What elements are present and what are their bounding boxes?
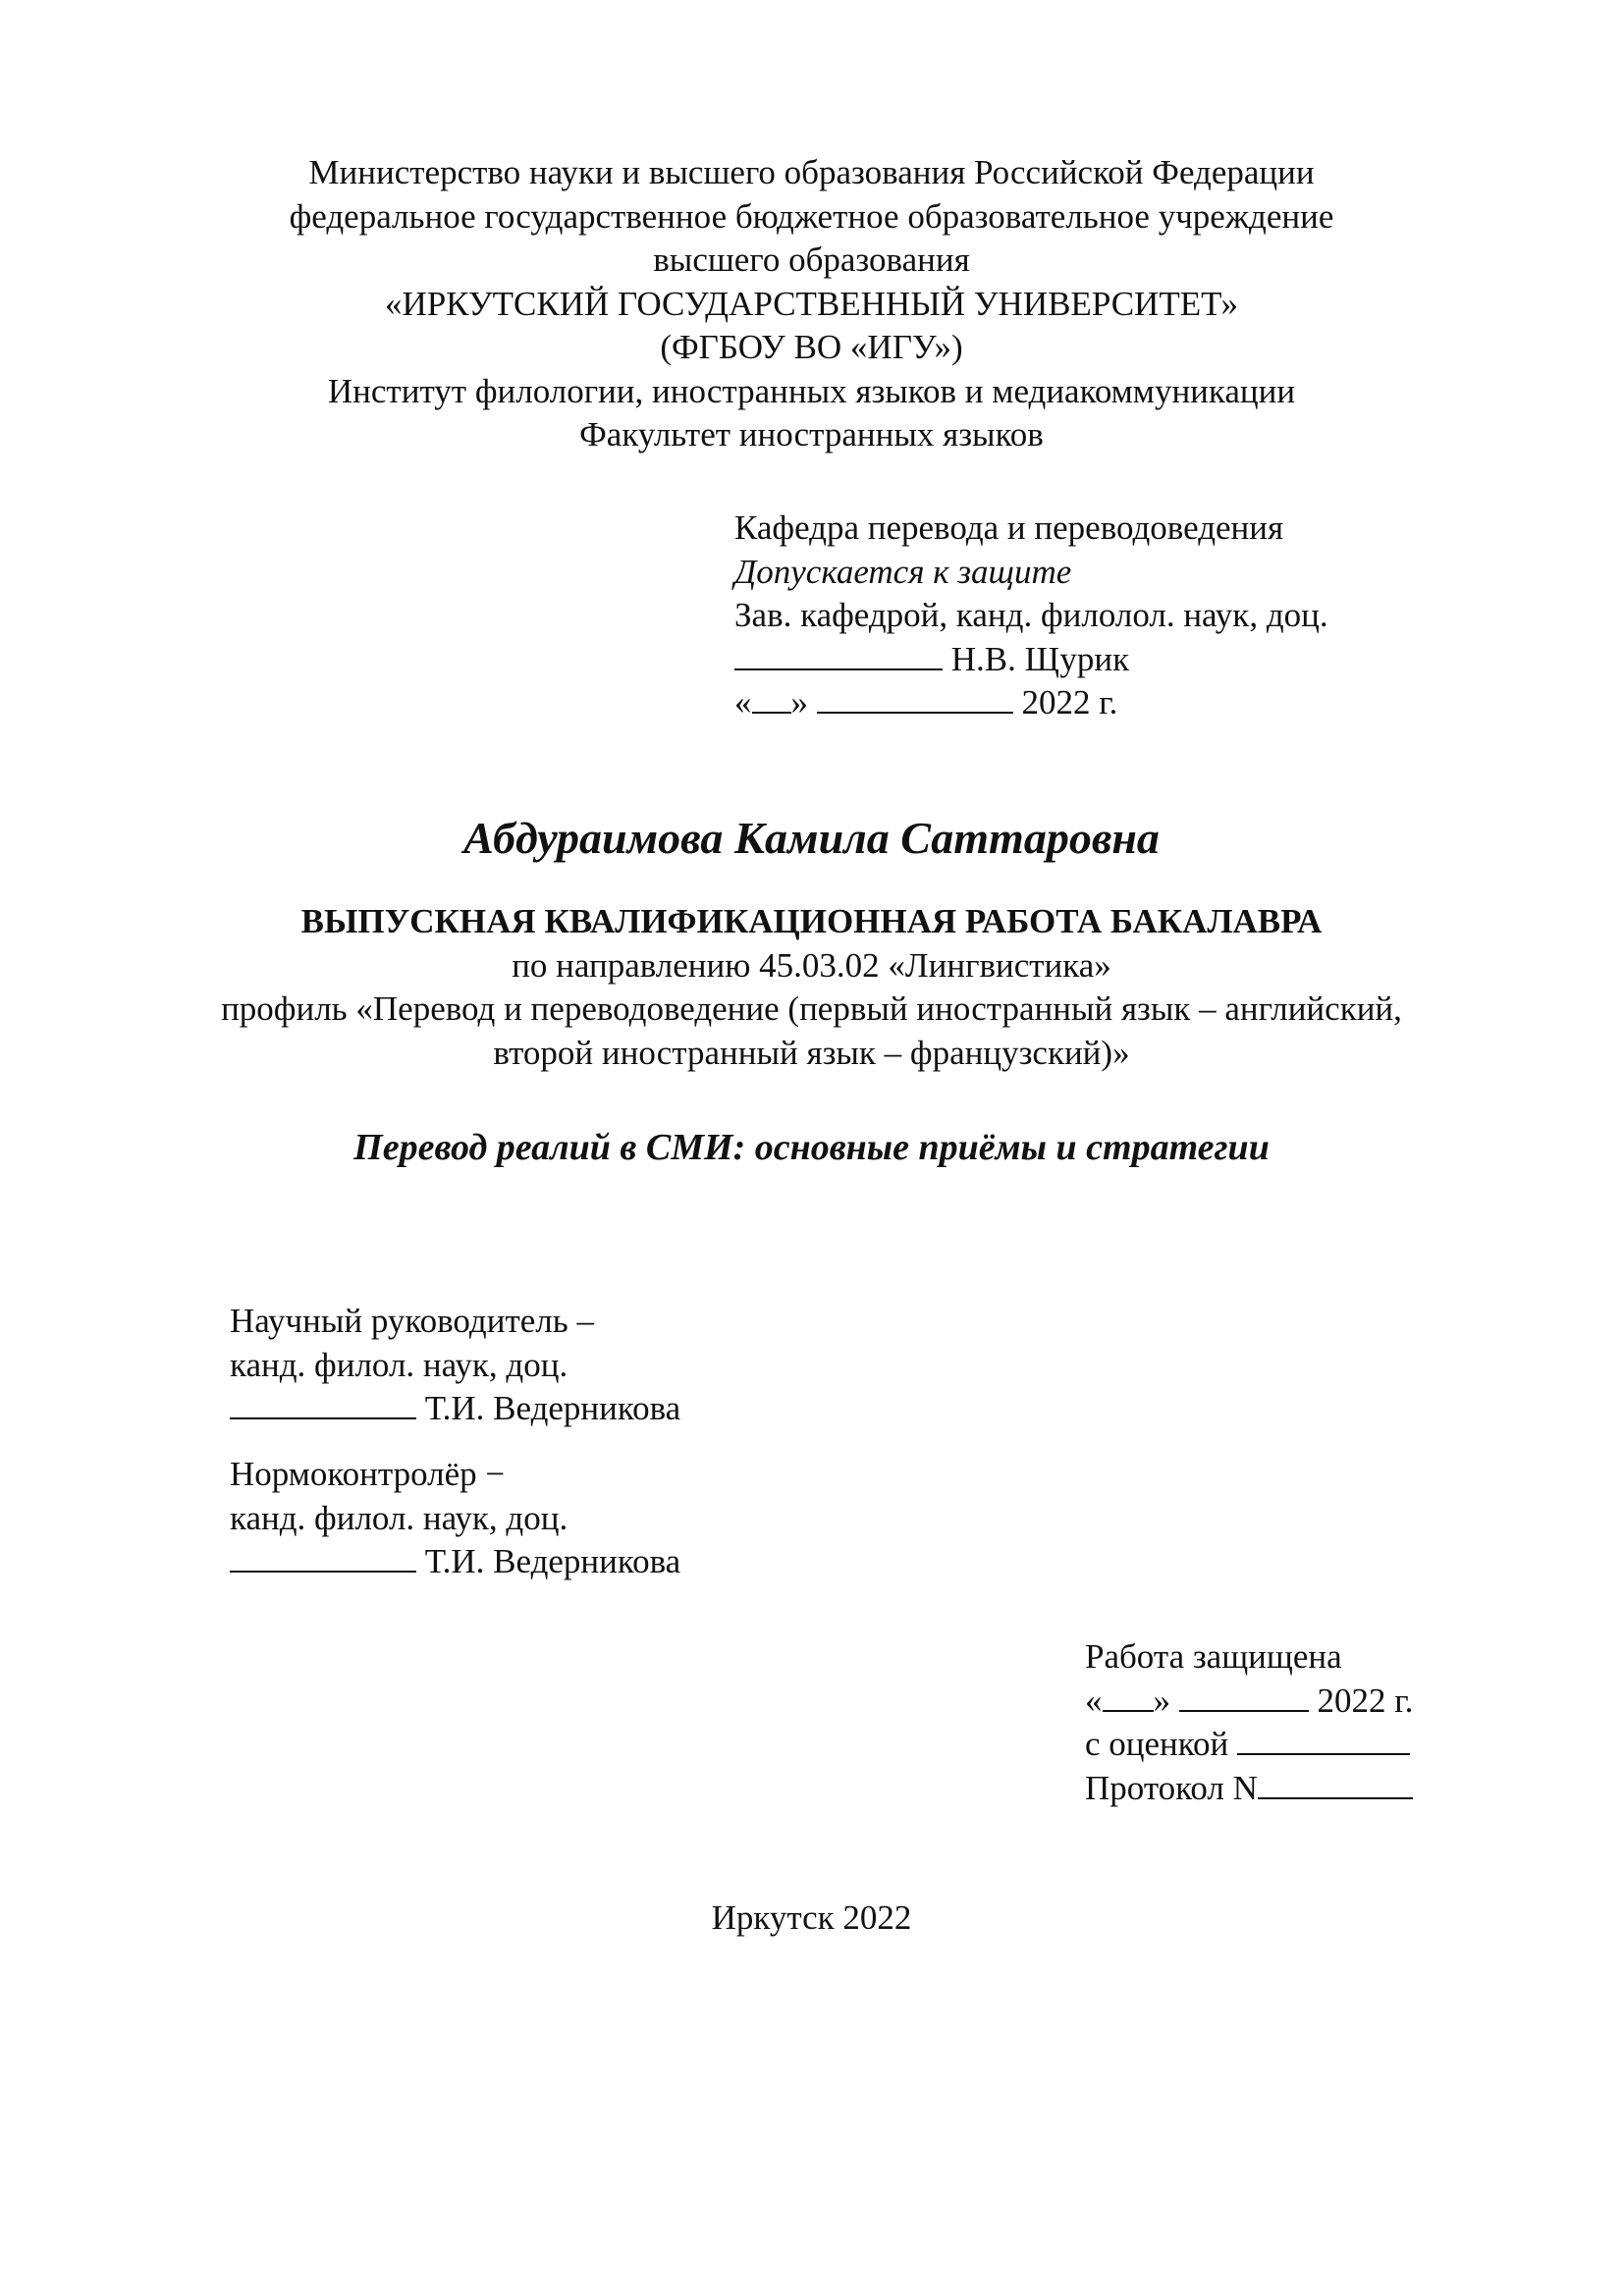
- normcontrol-name: Т.И. Ведерникова: [424, 1542, 681, 1580]
- work-direction: по направлению 45.03.02 «Лингвистика»: [512, 945, 1111, 985]
- signature-blank: [734, 639, 943, 670]
- signature-blank: [230, 1388, 416, 1419]
- admitted-line: Допускается к защите: [734, 552, 1072, 591]
- open-quote: «: [1085, 1681, 1103, 1720]
- approval-date-line: [734, 681, 1328, 725]
- institution-type-line: федеральное государственное бюджетное образовательное учреждение: [289, 196, 1334, 236]
- protocol-label: Протокол N: [1085, 1768, 1258, 1807]
- grade-blank: [1237, 1724, 1410, 1755]
- approval-block: [734, 507, 1328, 725]
- month-blank: [817, 682, 1013, 714]
- work-description: [0, 900, 1623, 1075]
- signature-blank: [230, 1541, 416, 1573]
- head-title-line: Зав. кафедрой, канд. филолол. наук, доц.: [734, 596, 1328, 634]
- supervisor-name: Т.И. Ведерникова: [424, 1389, 681, 1427]
- normcontrol-role: Нормоконтролёр −: [230, 1455, 506, 1493]
- defense-block: [1085, 1635, 1413, 1810]
- university-name-line: «ИРКУТСКИЙ ГОСУДАРСТВЕННЫЙ УНИВЕРСИТЕТ»: [384, 284, 1239, 323]
- approval-year: 2022 г.: [1021, 683, 1118, 721]
- open-quote: «: [734, 683, 752, 721]
- protocol-blank: [1258, 1768, 1413, 1799]
- month-blank: [1179, 1681, 1309, 1712]
- work-profile-line2: второй иностранный язык – французский)»: [493, 1033, 1130, 1072]
- institution-header: [0, 151, 1623, 457]
- supervisor-signature-line: [230, 1387, 680, 1431]
- day-blank: [1103, 1681, 1154, 1712]
- normcontrol-block: [230, 1453, 680, 1584]
- normcontrol-degree: канд. филол. наук, доц.: [230, 1498, 568, 1537]
- institute-line: Институт филологии, иностранных языков и медиакоммуникации: [327, 371, 1296, 410]
- normcontrol-signature-line: [230, 1540, 680, 1584]
- supervisor-degree: канд. филол. наук, доц.: [230, 1345, 568, 1384]
- university-abbrev-line: (ФГБОУ ВО «ИГУ»): [660, 328, 963, 366]
- grade-line: [1085, 1723, 1413, 1767]
- day-blank: [752, 682, 791, 714]
- department-line: Кафедра перевода и переводоведения: [734, 508, 1284, 547]
- education-level-line: высшего образования: [653, 240, 970, 279]
- head-name: Н.В. Щурик: [950, 639, 1130, 678]
- defense-status: Работа защищена: [1085, 1637, 1342, 1676]
- work-type: ВЫПУСКНАЯ КВАЛИФИКАЦИОННАЯ РАБОТА БАКАЛАВРА: [300, 902, 1323, 940]
- thesis-topic: Перевод реалий в СМИ: основные приёмы и стратегии: [353, 1127, 1270, 1168]
- defense-date-line: [1085, 1680, 1413, 1724]
- faculty-line: Факультет иностранных языков: [579, 415, 1044, 454]
- protocol-line: [1085, 1767, 1413, 1811]
- author-name: Абдураимова Камила Саттаровна: [463, 813, 1160, 863]
- work-profile-line1: профиль «Перевод и переводоведение (первый иностранный язык – английский,: [221, 989, 1402, 1028]
- supervisor-block: [230, 1300, 680, 1431]
- close-quote: »: [1153, 1681, 1170, 1720]
- close-quote: »: [790, 683, 808, 721]
- head-signature-line: [734, 638, 1328, 682]
- grade-label: с оценкой: [1085, 1725, 1229, 1763]
- city-year: Иркутск 2022: [711, 1898, 912, 1937]
- defense-year: 2022 г.: [1317, 1681, 1414, 1720]
- supervisor-role: Научный руководитель –: [230, 1302, 594, 1340]
- ministry-line: Министерство науки и высшего образования Российской Федерации: [308, 153, 1315, 191]
